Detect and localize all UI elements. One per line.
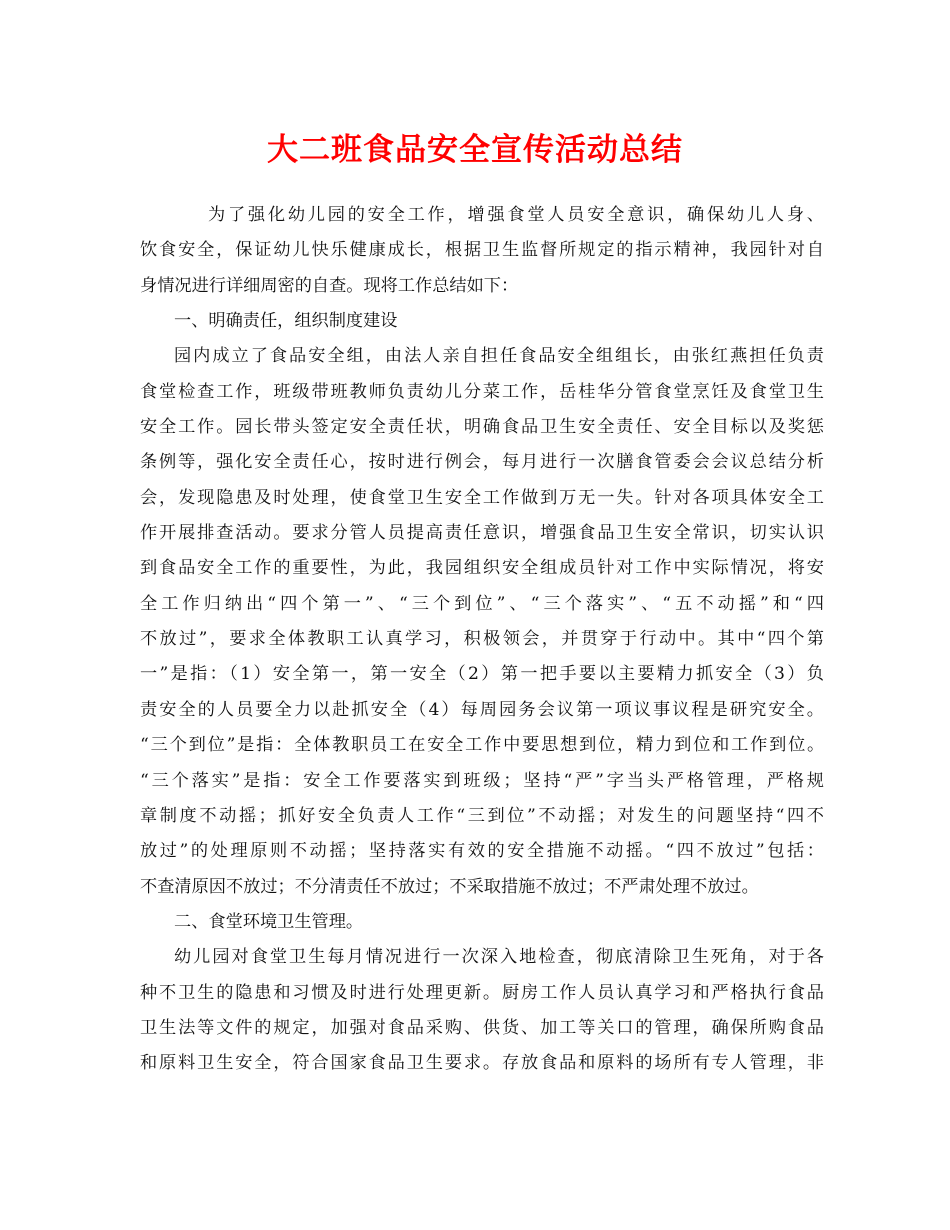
paragraph-line: 条例等，强化安全责任心，按时进行例会，每月进行一次膳食管委会会议总结分析 (140, 452, 824, 473)
paragraph-line: “三个到位”是指：全体教职员工在安全工作中要思想到位，精力到位和工作到位。 (140, 735, 824, 756)
paragraph-line: 饮食安全，保证幼儿快乐健康成长，根据卫生监督所规定的指示精神，我园针对自 (140, 240, 824, 261)
paragraph-line: 作开展排查活动。要求分管人员提高责任意识，增强食品卫生安全常识，切实认识 (140, 523, 824, 544)
paragraph-line: 食堂检查工作，班级带班教师负责幼儿分菜工作，岳桂华分管食堂烹饪及食堂卫生 (140, 381, 824, 402)
paragraph-line: 放过”的处理原则不动摇；坚持落实有效的安全措施不动摇。“四不放过”包括： (140, 841, 824, 862)
document-body (140, 198, 824, 1082)
paragraph-line: 章制度不动摇；抓好安全负责人工作“三到位”不动摇；对发生的问题坚持“四不 (140, 805, 824, 826)
paragraph-line: 卫生法等文件的规定，加强对食品采购、供货、加工等关口的管理，确保所购食品 (140, 1017, 824, 1038)
paragraph-line: 责安全的人员要全力以赴抓安全（4）每周园务会议第一项议事议程是研究安全。 (140, 699, 824, 720)
paragraph-line: 一”是指：（1）安全第一，第一安全（2）第一把手要以主要精力抓安全（3）负 (140, 664, 824, 685)
document-title: 大二班食品安全宣传活动总结 (267, 132, 683, 168)
paragraph-line: 不放过”，要求全体教职工认真学习，积极领会，并贯穿于行动中。其中“四个第 (140, 629, 824, 650)
paragraph-line: 园内成立了食品安全组，由法人亲自担任食品安全组组长，由张红燕担任负责 (174, 346, 824, 367)
paragraph-line: 种不卫生的隐患和习惯及时进行处理更新。厨房工作人员认真学习和严格执行食品 (140, 982, 824, 1003)
paragraph-line: 为了强化幼儿园的安全工作，增强食堂人员安全意识，确保幼儿人身、 (208, 205, 824, 225)
paragraph-line: “三个落实”是指：安全工作要落实到班级；坚持“严”字当头严格管理，严格规 (140, 770, 824, 791)
paragraph-line: 幼儿园对食堂卫生每月情况进行一次深入地检查，彻底清除卫生死角，对于各 (174, 947, 824, 968)
section-heading: 二、食堂环境卫生管理。 (174, 911, 364, 932)
paragraph-line: 会，发现隐患及时处理，使食堂卫生安全工作做到万无一失。针对各项具体安全工 (140, 487, 824, 508)
section-heading: 一、明确责任，组织制度建设 (174, 311, 398, 332)
paragraph-line: 到食品安全工作的重要性，为此，我园组织安全组成员针对工作中实际情况，将安 (140, 558, 824, 579)
paragraph-line: 安全工作。园长带头签定安全责任状，明确食品卫生安全责任、安全目标以及奖惩 (140, 417, 824, 438)
paragraph-line: 和原料卫生安全，符合国家食品卫生要求。存放食品和原料的场所有专人管理，非 (140, 1053, 824, 1074)
paragraph-line: 身情况进行详细周密的自查。现将工作总结如下： (140, 275, 519, 296)
paragraph-line: 全工作归纳出“四个第一”、“三个到位”、“三个落实”、“五不动摇”和“四 (140, 593, 824, 614)
paragraph-line: 不查清原因不放过；不分清责任不放过；不采取措施不放过；不严肃处理不放过。 (140, 876, 759, 897)
